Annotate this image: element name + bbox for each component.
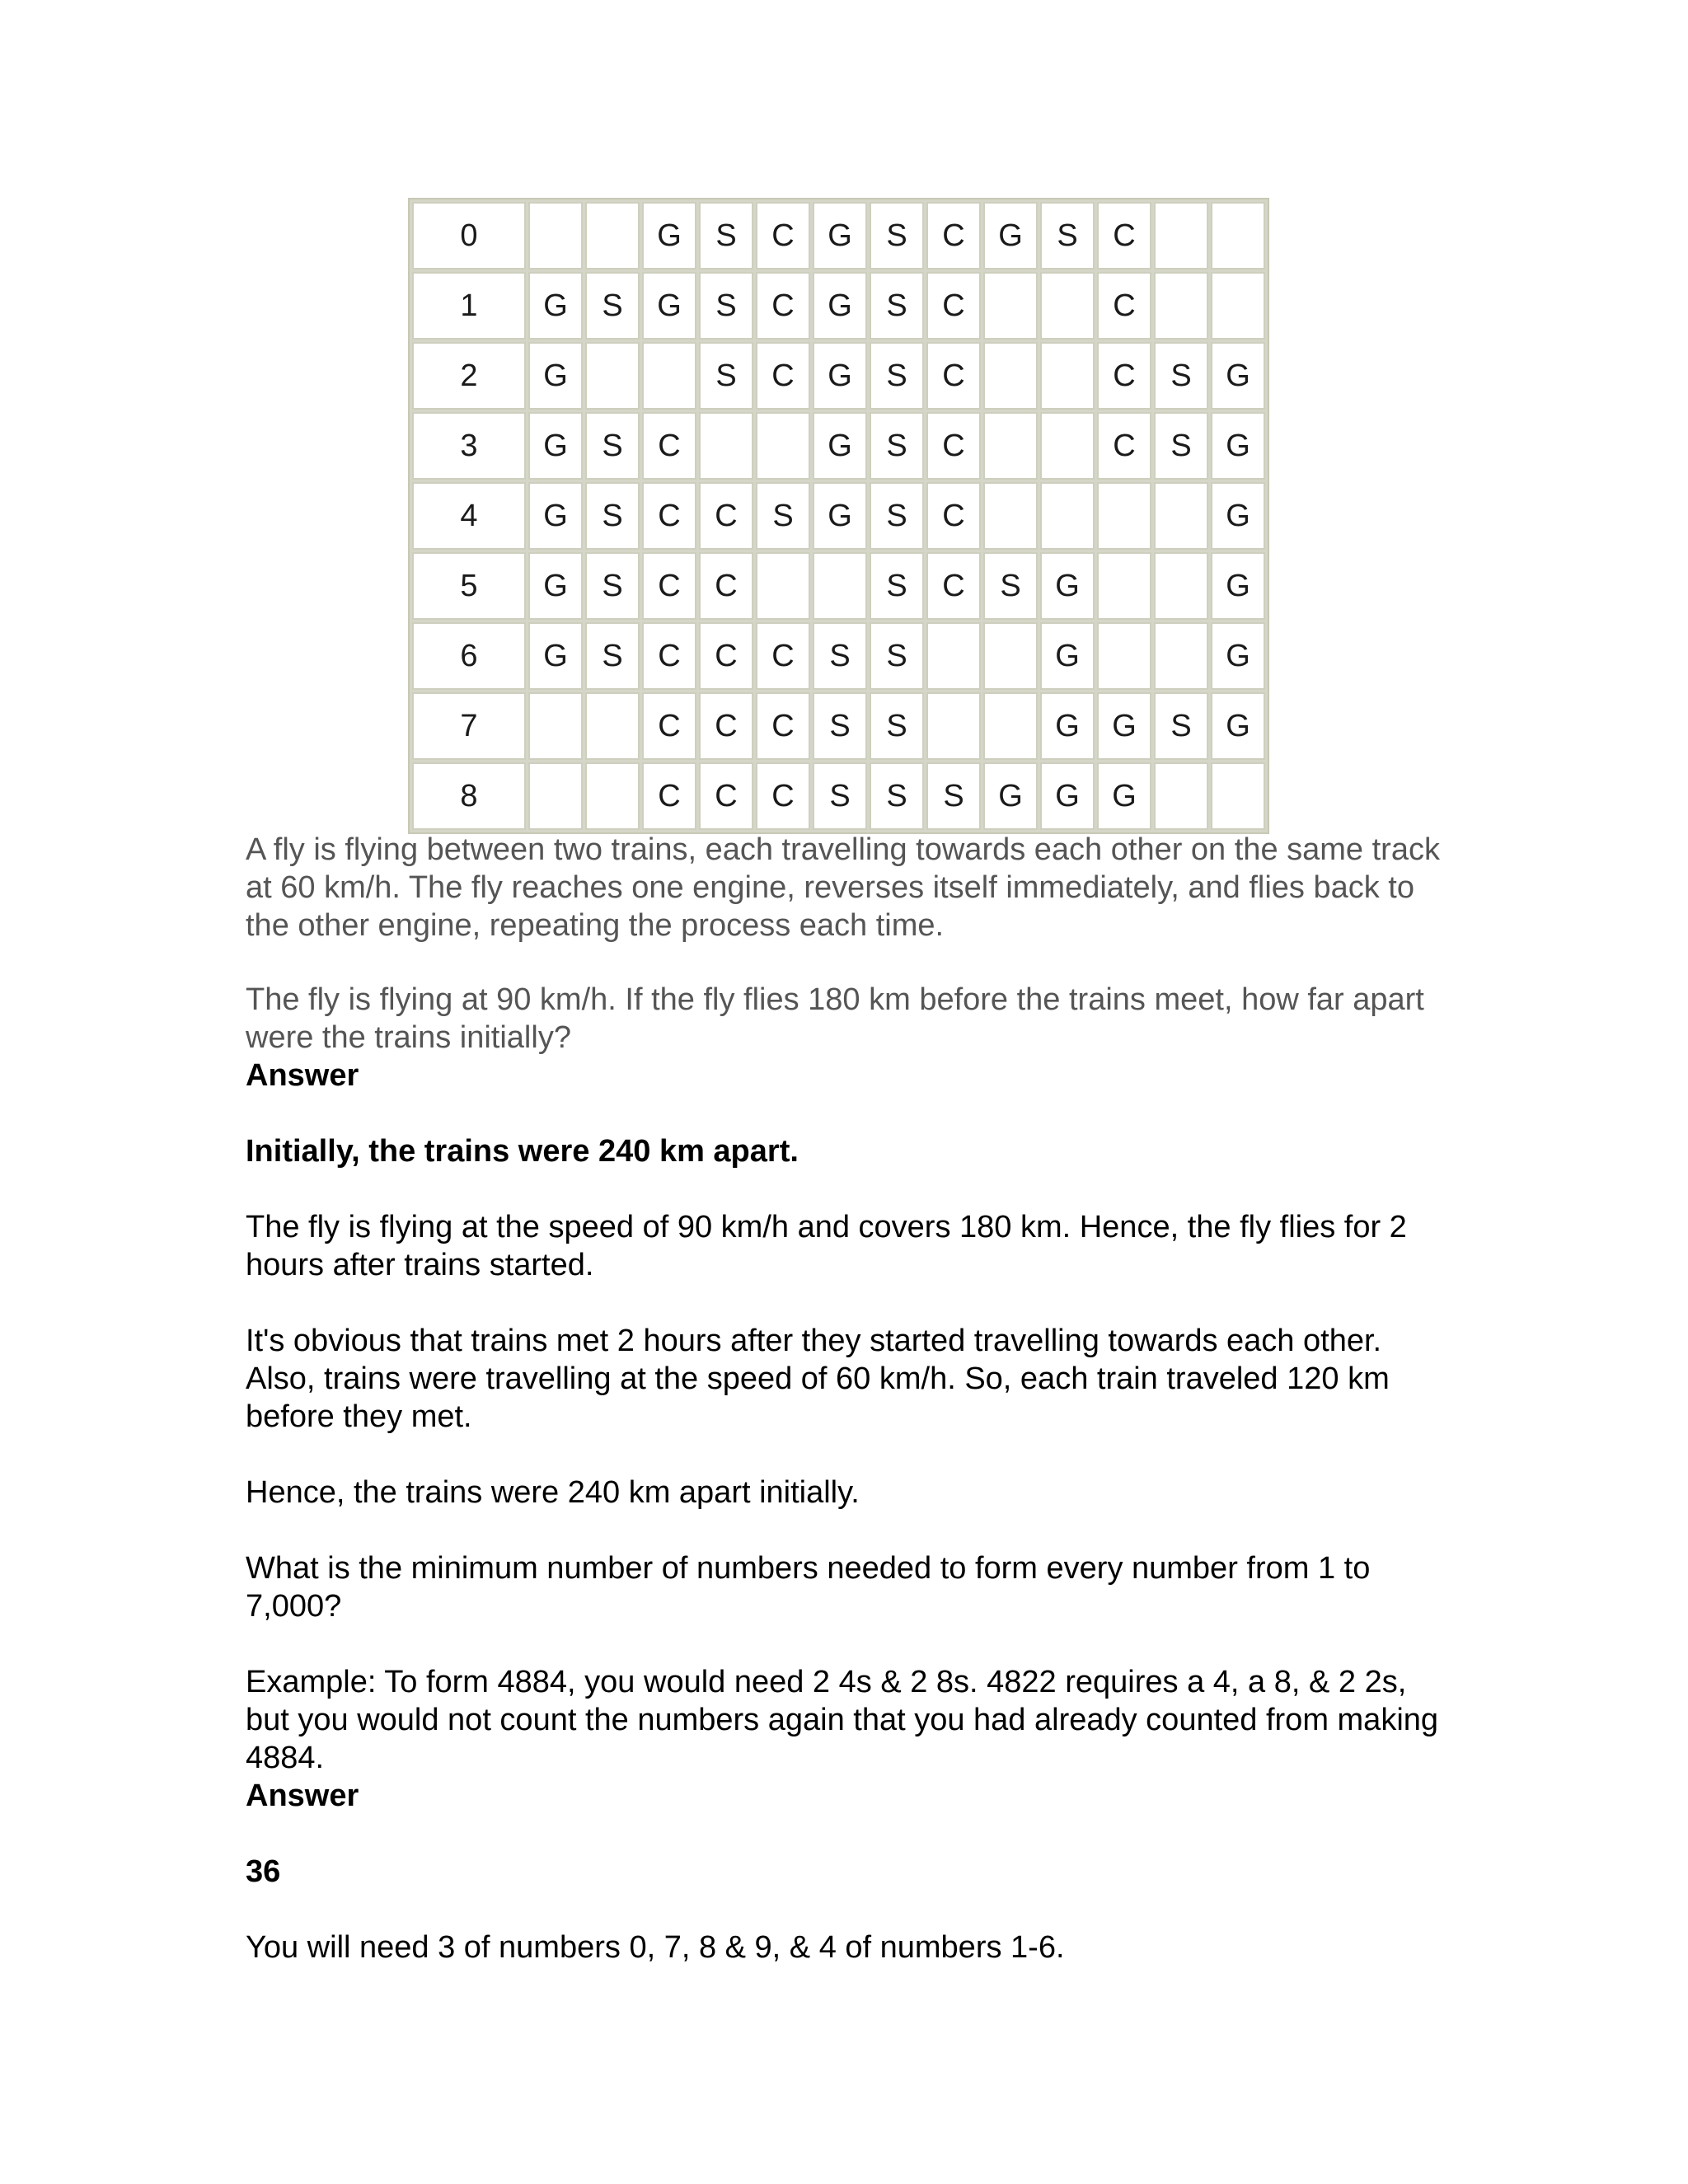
grid-cell: S	[1154, 342, 1208, 410]
grid-cell	[1097, 482, 1151, 550]
grid-cell: G	[1211, 342, 1265, 410]
grid-cell	[926, 692, 981, 760]
grid-cell	[1040, 342, 1095, 410]
grid-row-label: 0	[412, 202, 526, 269]
grid-row-label: 5	[412, 552, 526, 620]
grid-cell	[528, 762, 583, 830]
grid-cell: S	[870, 482, 924, 550]
grid-cell: C	[756, 202, 810, 269]
grid-cell	[585, 342, 640, 410]
grid-cell: G	[1211, 552, 1265, 620]
letter-grid	[408, 198, 1269, 834]
grid-cell: C	[699, 762, 753, 830]
grid-cell: S	[870, 552, 924, 620]
grid-cell	[1040, 482, 1095, 550]
grid-cell: G	[528, 552, 583, 620]
grid-cell: C	[1097, 202, 1151, 269]
grid-cell: G	[528, 412, 583, 480]
grid-cell: S	[870, 272, 924, 340]
grid-row	[412, 342, 1265, 410]
grid-cell: G	[1040, 762, 1095, 830]
grid-row-label: 4	[412, 482, 526, 550]
grid-cell: G	[813, 272, 867, 340]
grid-row	[412, 762, 1265, 830]
grid-cell	[983, 482, 1038, 550]
grid-cell	[983, 622, 1038, 690]
grid-cell: C	[756, 762, 810, 830]
grid-cell: G	[983, 762, 1038, 830]
grid-cell: C	[699, 552, 753, 620]
grid-cell: C	[699, 622, 753, 690]
grid-cell: C	[642, 552, 696, 620]
grid-cell: C	[756, 342, 810, 410]
puzzle1-explanation-p3: Hence, the trains were 240 km apart initially.	[246, 1475, 860, 1510]
grid-row	[412, 272, 1265, 340]
grid-cell: S	[1154, 412, 1208, 480]
grid-cell: G	[642, 202, 696, 269]
grid-cell: G	[813, 412, 867, 480]
grid-cell: C	[926, 272, 981, 340]
grid-cell	[1211, 202, 1265, 269]
grid-cell	[1154, 272, 1208, 340]
puzzle2-question-p2: Example: To form 4884, you would need 2 4s & 2 8s. 4822 requires a 4, a 8, & 2 2s, but you would not count the numbers again that you had already counted from making 4884.	[246, 1665, 1439, 1775]
grid-cell: C	[699, 482, 753, 550]
grid-cell	[983, 342, 1038, 410]
grid-cell: S	[1154, 692, 1208, 760]
grid-cell: C	[926, 482, 981, 550]
puzzle1-answer-label: Answer	[246, 1058, 359, 1093]
grid-cell	[1154, 552, 1208, 620]
grid-cell	[1154, 622, 1208, 690]
grid-cell	[1211, 762, 1265, 830]
grid-cell: S	[813, 762, 867, 830]
grid-cell: G	[1211, 692, 1265, 760]
grid-cell	[585, 762, 640, 830]
grid-cell: G	[813, 482, 867, 550]
grid-cell	[699, 412, 753, 480]
grid-cell: S	[1040, 202, 1095, 269]
grid-cell: C	[926, 552, 981, 620]
grid-cell: S	[870, 412, 924, 480]
grid-cell: G	[642, 272, 696, 340]
grid-cell: S	[870, 762, 924, 830]
grid-cell: S	[699, 272, 753, 340]
grid-cell: C	[756, 272, 810, 340]
grid-cell	[983, 692, 1038, 760]
grid-cell	[585, 202, 640, 269]
grid-cell	[642, 342, 696, 410]
grid-table	[408, 198, 1269, 834]
grid-cell	[1040, 272, 1095, 340]
grid-cell: C	[926, 412, 981, 480]
grid-cell	[983, 272, 1038, 340]
puzzle2-explanation-p1: You will need 3 of numbers 0, 7, 8 & 9, & 4 of numbers 1-6.	[246, 1930, 1065, 1965]
grid-body	[412, 202, 1265, 830]
grid-cell	[1154, 482, 1208, 550]
grid-cell	[1211, 272, 1265, 340]
grid-cell: C	[756, 692, 810, 760]
grid-row	[412, 482, 1265, 550]
grid-row-label: 7	[412, 692, 526, 760]
grid-cell	[1040, 412, 1095, 480]
grid-cell: G	[528, 482, 583, 550]
grid-cell: S	[870, 622, 924, 690]
grid-cell: S	[813, 622, 867, 690]
grid-row-label: 3	[412, 412, 526, 480]
grid-row-label: 2	[412, 342, 526, 410]
grid-cell: G	[1040, 622, 1095, 690]
grid-cell: C	[642, 622, 696, 690]
grid-cell	[756, 552, 810, 620]
grid-cell	[813, 552, 867, 620]
grid-cell: G	[1211, 622, 1265, 690]
grid-cell: C	[756, 622, 810, 690]
grid-cell	[756, 412, 810, 480]
grid-row	[412, 202, 1265, 269]
puzzle1-explanation-p2: It's obvious that trains met 2 hours after they started travelling towards each other. Also, trains were travelling at the speed of 60 km/h. So, each train traveled 120 km before they met.	[246, 1324, 1390, 1434]
grid-cell	[528, 202, 583, 269]
grid-cell: C	[642, 482, 696, 550]
grid-cell	[1154, 762, 1208, 830]
grid-cell: G	[1040, 692, 1095, 760]
grid-cell: C	[699, 692, 753, 760]
grid-cell: C	[1097, 412, 1151, 480]
puzzle2-question-p1: What is the minimum number of numbers needed to form every number from 1 to 7,000?	[246, 1551, 1371, 1624]
grid-cell	[585, 692, 640, 760]
grid-row	[412, 552, 1265, 620]
grid-cell: G	[528, 272, 583, 340]
grid-cell: S	[870, 692, 924, 760]
grid-cell: C	[642, 412, 696, 480]
grid-row-label: 6	[412, 622, 526, 690]
puzzle1-question-p2: The fly is flying at 90 km/h. If the fly flies 180 km before the trains meet, how far apart were the trains initially?	[246, 982, 1424, 1055]
grid-cell	[1097, 552, 1151, 620]
puzzle1-explanation-p1: The fly is flying at the speed of 90 km/h and covers 180 km. Hence, the fly flies for 2 hours after trains started.	[246, 1210, 1407, 1282]
grid-cell: S	[756, 482, 810, 550]
puzzle2-answer-label: Answer	[246, 1779, 359, 1813]
grid-cell: S	[870, 342, 924, 410]
grid-cell	[1097, 622, 1151, 690]
grid-row	[412, 622, 1265, 690]
grid-cell: G	[983, 202, 1038, 269]
grid-row-label: 1	[412, 272, 526, 340]
grid-cell	[926, 622, 981, 690]
grid-cell: S	[926, 762, 981, 830]
puzzle1-question-p1: A fly is flying between two trains, each travelling towards each other on the same track at 60 km/h. The fly reaches one engine, reverses itself immediately, and flies back to the other engine, repeating the process each time.	[246, 832, 1440, 943]
grid-cell: S	[699, 202, 753, 269]
grid-cell	[528, 692, 583, 760]
grid-cell: G	[528, 622, 583, 690]
puzzle1-answer: Initially, the trains were 240 km apart.	[246, 1134, 799, 1169]
grid-cell: C	[1097, 272, 1151, 340]
grid-cell: S	[585, 552, 640, 620]
grid-cell: G	[1211, 482, 1265, 550]
grid-cell: S	[585, 622, 640, 690]
grid-cell: G	[1097, 762, 1151, 830]
puzzle2-answer: 36	[246, 1854, 281, 1889]
grid-cell: S	[585, 412, 640, 480]
grid-cell: C	[1097, 342, 1151, 410]
grid-cell: S	[699, 342, 753, 410]
grid-cell: S	[870, 202, 924, 269]
grid-cell: S	[585, 272, 640, 340]
grid-row-label: 8	[412, 762, 526, 830]
grid-cell: G	[813, 342, 867, 410]
grid-row	[412, 692, 1265, 760]
grid-cell: C	[926, 202, 981, 269]
grid-cell: S	[813, 692, 867, 760]
grid-cell	[983, 412, 1038, 480]
grid-cell: G	[813, 202, 867, 269]
grid-cell: C	[642, 692, 696, 760]
grid-cell: G	[1040, 552, 1095, 620]
grid-cell: G	[1211, 412, 1265, 480]
grid-cell: G	[1097, 692, 1151, 760]
grid-cell: C	[642, 762, 696, 830]
grid-cell: S	[983, 552, 1038, 620]
grid-row	[412, 412, 1265, 480]
grid-cell: C	[926, 342, 981, 410]
grid-cell: S	[585, 482, 640, 550]
grid-cell	[1154, 202, 1208, 269]
grid-cell: G	[528, 342, 583, 410]
